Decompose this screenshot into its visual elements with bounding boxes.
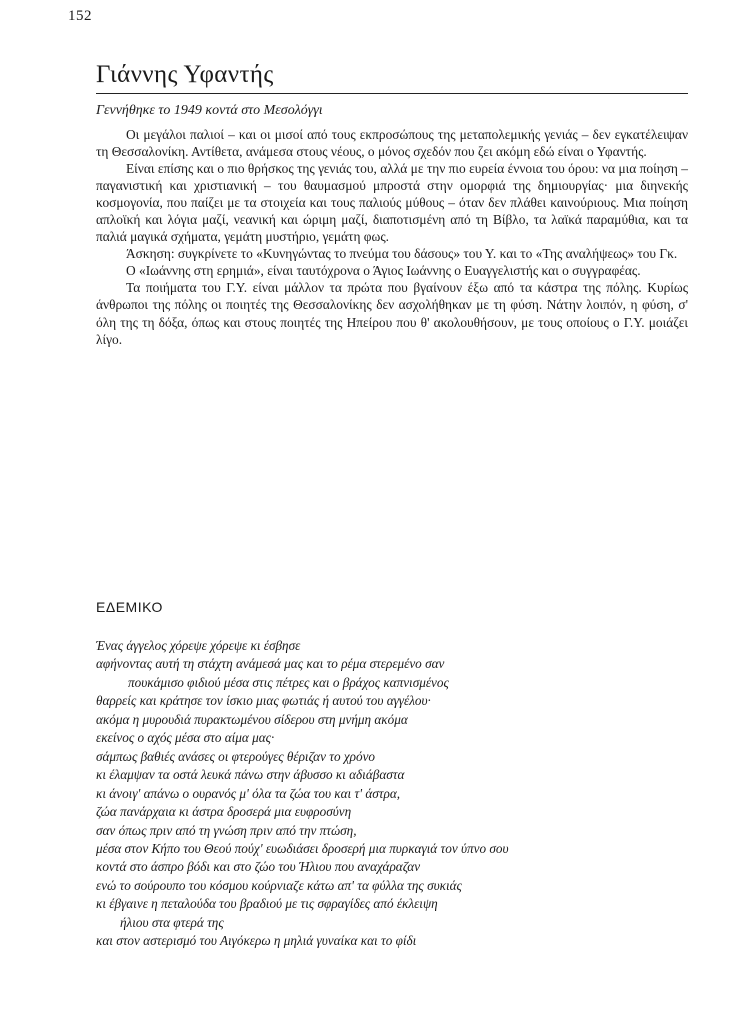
poem-line: μέσα στον Κήπο του Θεού πούχ' ευωδιάσει δροσερή μια πυρκαγιά τον ύπνο σου bbox=[96, 840, 509, 856]
poem-line: κι έλαμψαν τα οστά λευκά πάνω στην άβυσσο κι αδιάβαστα bbox=[96, 767, 405, 783]
biography-text bbox=[96, 126, 688, 348]
poem-line: κοντά στο άσπρο βόδι και στο ζώο του Ήλιου που αναχάραζαν bbox=[96, 859, 421, 875]
poem-line: και στον αστερισμό του Αιγόκερω η μηλιά γυναίκα και το φίδι bbox=[96, 933, 417, 949]
bio-paragraph: Τα ποιήματα του Γ.Υ. είναι μάλλον τα πρώτα που βγαίνουν έξω από τα κάστρα της πόλης. Κυρίως άνθρωποι της πόλης οι ποιητές της Θεσσαλονίκης δεν ασχολήθηκαν με τη φύση. Νάτην λοιπόν, η φύση, σ' όλη της τη δόξα, όπως και στους ποιητές της Ηπείρου που θ' ακολουθήσουν, με τους οποίους ο Γ.Υ. μοιάζει λίγο. bbox=[96, 280, 688, 347]
bio-paragraph: Οι μεγάλοι παλιοί – και οι μισοί από τους εκπροσώπους της μεταπολεμικής γενιάς – δεν εγκατέλειψαν τη Θεσσαλονίκη. Αντίθετα, ανάμεσα στους νέους, ο μόνος σχεδόν που ζει ακόμη εδώ είναι ο Υφαντής. bbox=[96, 127, 688, 160]
author-name: Γιάννης Υφαντής bbox=[96, 60, 688, 94]
poem-line: σάμπως βαθιές ανάσες οι φτερούγες θέριζαν το χρόνο bbox=[96, 748, 376, 764]
poem-line: θαρρείς και κράτησε τον ίσκιο μιας φωτιάς ή αυτού του αγγέλου· bbox=[96, 693, 431, 709]
poem-line: ακόμα η μυρουδιά πυρακτωμένου σίδερου στη μνήμη ακόμα bbox=[96, 711, 408, 727]
poem-line: κι άνοιγ' απάνω ο ουρανός μ' όλα τα ζώα του και τ' άστρα, bbox=[96, 785, 401, 801]
poem-line: πουκάμισο φιδιού μέσα στις πέτρες και ο βράχος καπνισμένος bbox=[128, 674, 449, 690]
page-number: 152 bbox=[68, 8, 92, 24]
poem-line: Ένας άγγελος χόρεψε χόρεψε κι έσβησε bbox=[96, 638, 301, 653]
poem-line: αφήνοντας αυτή τη στάχτη ανάμεσά μας και το ρέμα στερεμένο σαν bbox=[96, 656, 445, 672]
poem-line: ενώ το σούρουπο του κόσμου κούρνιαζε κάτω απ' τα φύλλα της συκιάς bbox=[96, 877, 462, 893]
bio-paragraph: Ο «Ιωάννης στη ερημιά», είναι ταυτόχρονα ο Άγιος Ιωάννης ο Ευαγγελιστής και ο συγγραφέας. bbox=[126, 263, 641, 279]
author-header bbox=[96, 60, 688, 120]
poem-line: εκείνος ο αχός μέσα στο αίμα μας· bbox=[96, 730, 275, 746]
bio-paragraph: Είναι επίσης και ο πιο θρήσκος της γενιάς του, αλλά με την πιο ευρεία έννοια του όρου: να μια ποίηση – παγανιστική και χριστιανική – του θαυμασμού μπροστά στην ομορφιά της δημιουργίας· μια διηνεκής κοσμογονία, που παίζει με τα στοιχεία και τους παλιούς μύθους – όταν δεν πλάθει καινούριους. Μια ποίηση απλοϊκή και λόγια μαζί, νεανική και ώριμη μαζί, διαποτισμένη από τη Βίβλο, τα λαϊκά παραμύθια, και τα παλιά μαγικά σχήματα, γεμάτη μυστήριο, γεμάτη φως. bbox=[96, 161, 688, 245]
poem-line: κι έβγαινε η πεταλούδα του βραδιού με τις σφραγίδες από έκλειψη bbox=[96, 896, 438, 912]
author-subtitle: Γεννήθηκε το 1949 κοντά στο Μεσολόγγι bbox=[96, 103, 323, 118]
bio-paragraph: Άσκηση: συγκρίνετε το «Κυνηγώντας το πνεύμα του δάσους» του Υ. και το «Της αναλήψεως» του Γκ. bbox=[126, 246, 678, 262]
poem-line: ζώα πανάρχαια κι άστρα δροσερά μια ευφροσύνη bbox=[96, 804, 352, 820]
poem-body bbox=[96, 637, 696, 951]
poem-line: ήλιου στα φτερά της bbox=[120, 914, 224, 930]
poem-title: ΕΔΕΜΙΚΟ bbox=[96, 599, 163, 615]
poem-line: σαν όπως πριν από τη γνώση πριν από την πτώση, bbox=[96, 822, 357, 838]
